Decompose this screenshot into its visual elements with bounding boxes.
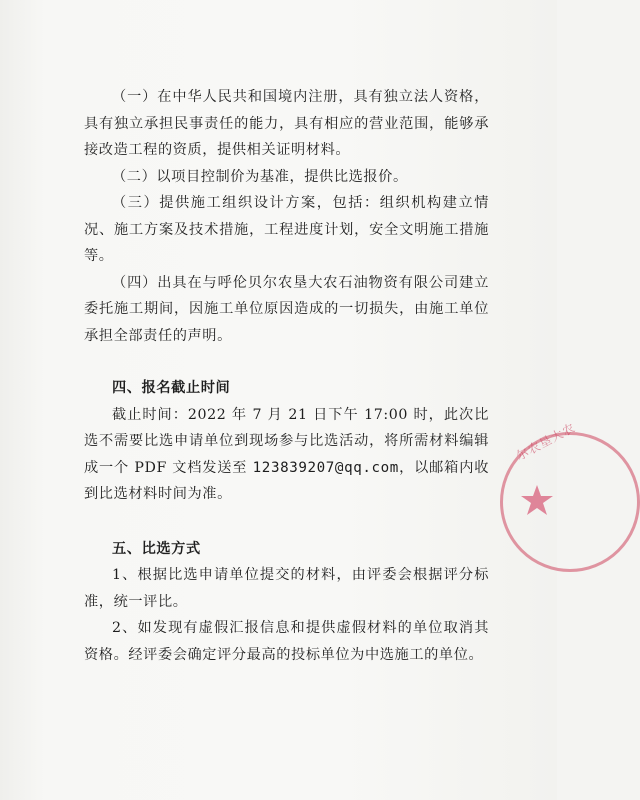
spacer bbox=[84, 349, 489, 375]
method-item-1: 1、根据比选申请单位提交的材料，由评委会根据评分标准，统一评比。 bbox=[84, 567, 489, 610]
deadline-text-end: ，以邮箱内收到比选材料时间为准。 bbox=[84, 459, 489, 502]
seal-text: 尔农垦大农 bbox=[513, 420, 578, 464]
document-body bbox=[84, 84, 489, 668]
requirement-3: （三）提供施工组织设计方案，包括：组织机构建立情况、施工方案及技术措施，工程进度计划，安全文明施工措施等。 bbox=[84, 195, 489, 264]
section-heading-deadline: 四、报名截止时间 bbox=[112, 380, 231, 396]
requirement-2: （二）以项目控制价为基准，提供比选报价。 bbox=[112, 168, 408, 185]
section-heading-method: 五、比选方式 bbox=[112, 540, 201, 557]
spacer bbox=[84, 508, 489, 536]
deadline-text: 截止时间：2022 年 7 月 21 日下午 17:00 时，此次比选不需要比选申请单位到现场参与比选活动，将所需材料编辑成一个 PDF 文档发送至 bbox=[84, 406, 489, 476]
requirement-4: （四）出具在与呼伦贝尔农垦大农石油物资有限公司建立委托施工期间，因施工单位原因造成的一切损失，由施工单位承担全部责任的声明。 bbox=[84, 274, 489, 344]
deadline-paragraph bbox=[84, 402, 489, 508]
method-item-2: 2、如发现有虚假汇报信息和提供虚假材料的单位取消其资格。经评委会确定评分最高的投标单位为中选施工的单位。 bbox=[84, 620, 489, 663]
seal-star-icon bbox=[520, 484, 554, 518]
email-address: 123839207@qq.com bbox=[252, 459, 399, 476]
requirement-1: （一）在中华人民共和国境内注册，具有独立法人资格，具有独立承担民事责任的能力，具有相应的营业范围，能够承接改造工程的资质，提供相关证明材料。 bbox=[84, 89, 489, 158]
